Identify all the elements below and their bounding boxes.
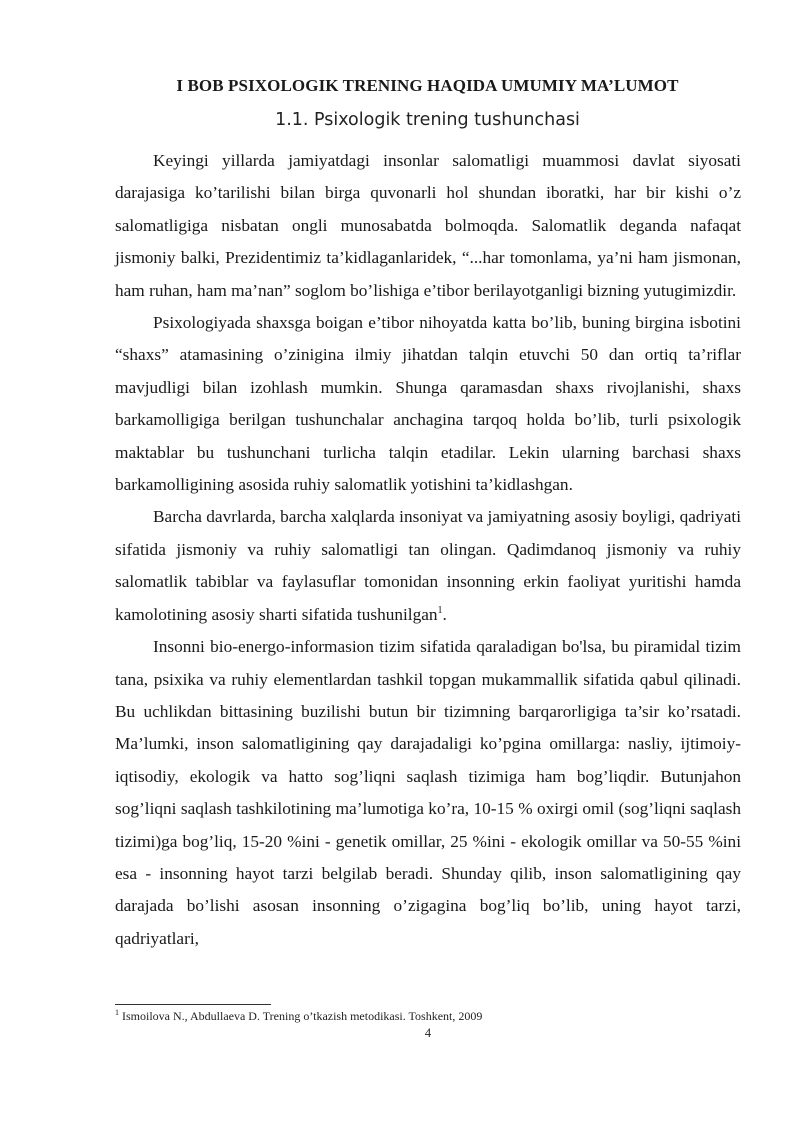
paragraph-4: Insonni bio-energo-informasion tizim sifatida qaraladigan bo'lsa, bu piramidal tizim tana, psixika va ruhiy elementlardan tashkil topgan mukammallik sifatida qabul qilinadi. Bu uchlikdan bittasining buzilishi butun bir tizimning barqarorligiga ta’sir ko’rsatadi. Ma’lumki, inson salomatligining qay darajadaligi ko’pgina omillarga: nasliy, ijtimoiy-iqtisodiy, ekologik va hatto sog’liqni saqlash tizimiga ham bog’liqdir. Butunjahon sog’liqni saqlash tashkilotining ma’lumotiga ko’ra, 10-15 % oxirgi omil (sog’liqni saqlash tizimi)ga bog’liq, 15-20 %ini - genetik omillar, 25 %ini - ekologik omillar va 50-55 %ini esa - insonning hayot tarzi belgilab beradi. Shunday qilib, inson salomatligining qay darajada bo’lishi asosan insonning o’zigagina bog’liq bo’lib, uning hayot tarzi, qadriyatlari,	[115, 637, 741, 948]
footnote-mark: 1	[115, 1008, 119, 1017]
paragraph-3	[115, 501, 741, 631]
section-title: 1.1. Psixologik trening tushunchasi	[275, 110, 580, 130]
footnote-text: Ismoilova N., Abdullaeva D. Trening o’tkazish metodikasi. Toshkent, 2009	[119, 1009, 483, 1023]
chapter-title: I BOB PSIXOLOGIK TRENING HAQIDA UMUMIY MA’LUMOT	[176, 76, 679, 95]
footnote-divider	[115, 1004, 271, 1005]
footnote-reference[interactable]: 1	[437, 604, 443, 616]
paragraph-3-period: .	[442, 604, 447, 624]
page-number: 4	[424, 1026, 432, 1040]
paragraph-3-text: Barcha davrlarda, barcha xalqlarda insoniyat va jamiyatning asosiy boyligi, qadriyati sifatida jismoniy va ruhiy salomatligi tan olingan. Qadimdanoq jismoniy va ruhiy salomatlik tabiblar va faylasuflar tomonidan insonning erkin faoliyat yuritishi hamda kamolotining asosiy sharti sifatida tushunilgan	[115, 507, 741, 624]
footnote	[115, 1009, 741, 1024]
paragraph-1: Keyingi yillarda jamiyatdagi insonlar salomatligi muammosi davlat siyosati darajasiga ko’tarilishi bilan birga quvonarli hol shundan iboratki, har bir kishi o’z salomatligiga nisbatan ongli munosabatda bolmoqda. Salomatlik deganda nafaqat jismoniy balki, Prezidentimiz ta’kidlaganlaridek, “...har tomonlama, ya’ni ham jismonan, ham ruhan, ham ma’nan” soglom bo’lishiga e’tibor berilayotganligi bizning yutugimizdir.	[115, 151, 741, 300]
paragraph-2: Psixologiyada shaxsga boigan e’tibor nihoyatda katta bo’lib, buning birgina isbotini “shaxs” atamasining o’zinigina ilmiy jihatdan talqin etuvchi 50 dan ortiq ta’riflar mavjudligi bilan izohlash mumkin. Shunga qaramasdan shaxs rivojlanishi, shaxs barkamolligiga berilgan tushunchalar anchagina tarqoq holda bo’lib, turli psixologik maktablar bu tushunchani turlicha talqin etadilar. Lekin ularning barchasi shaxs barkamolligining asosida ruhiy salomatlik yotishini ta’kidlashgan.	[115, 313, 741, 495]
body-text	[115, 145, 741, 955]
